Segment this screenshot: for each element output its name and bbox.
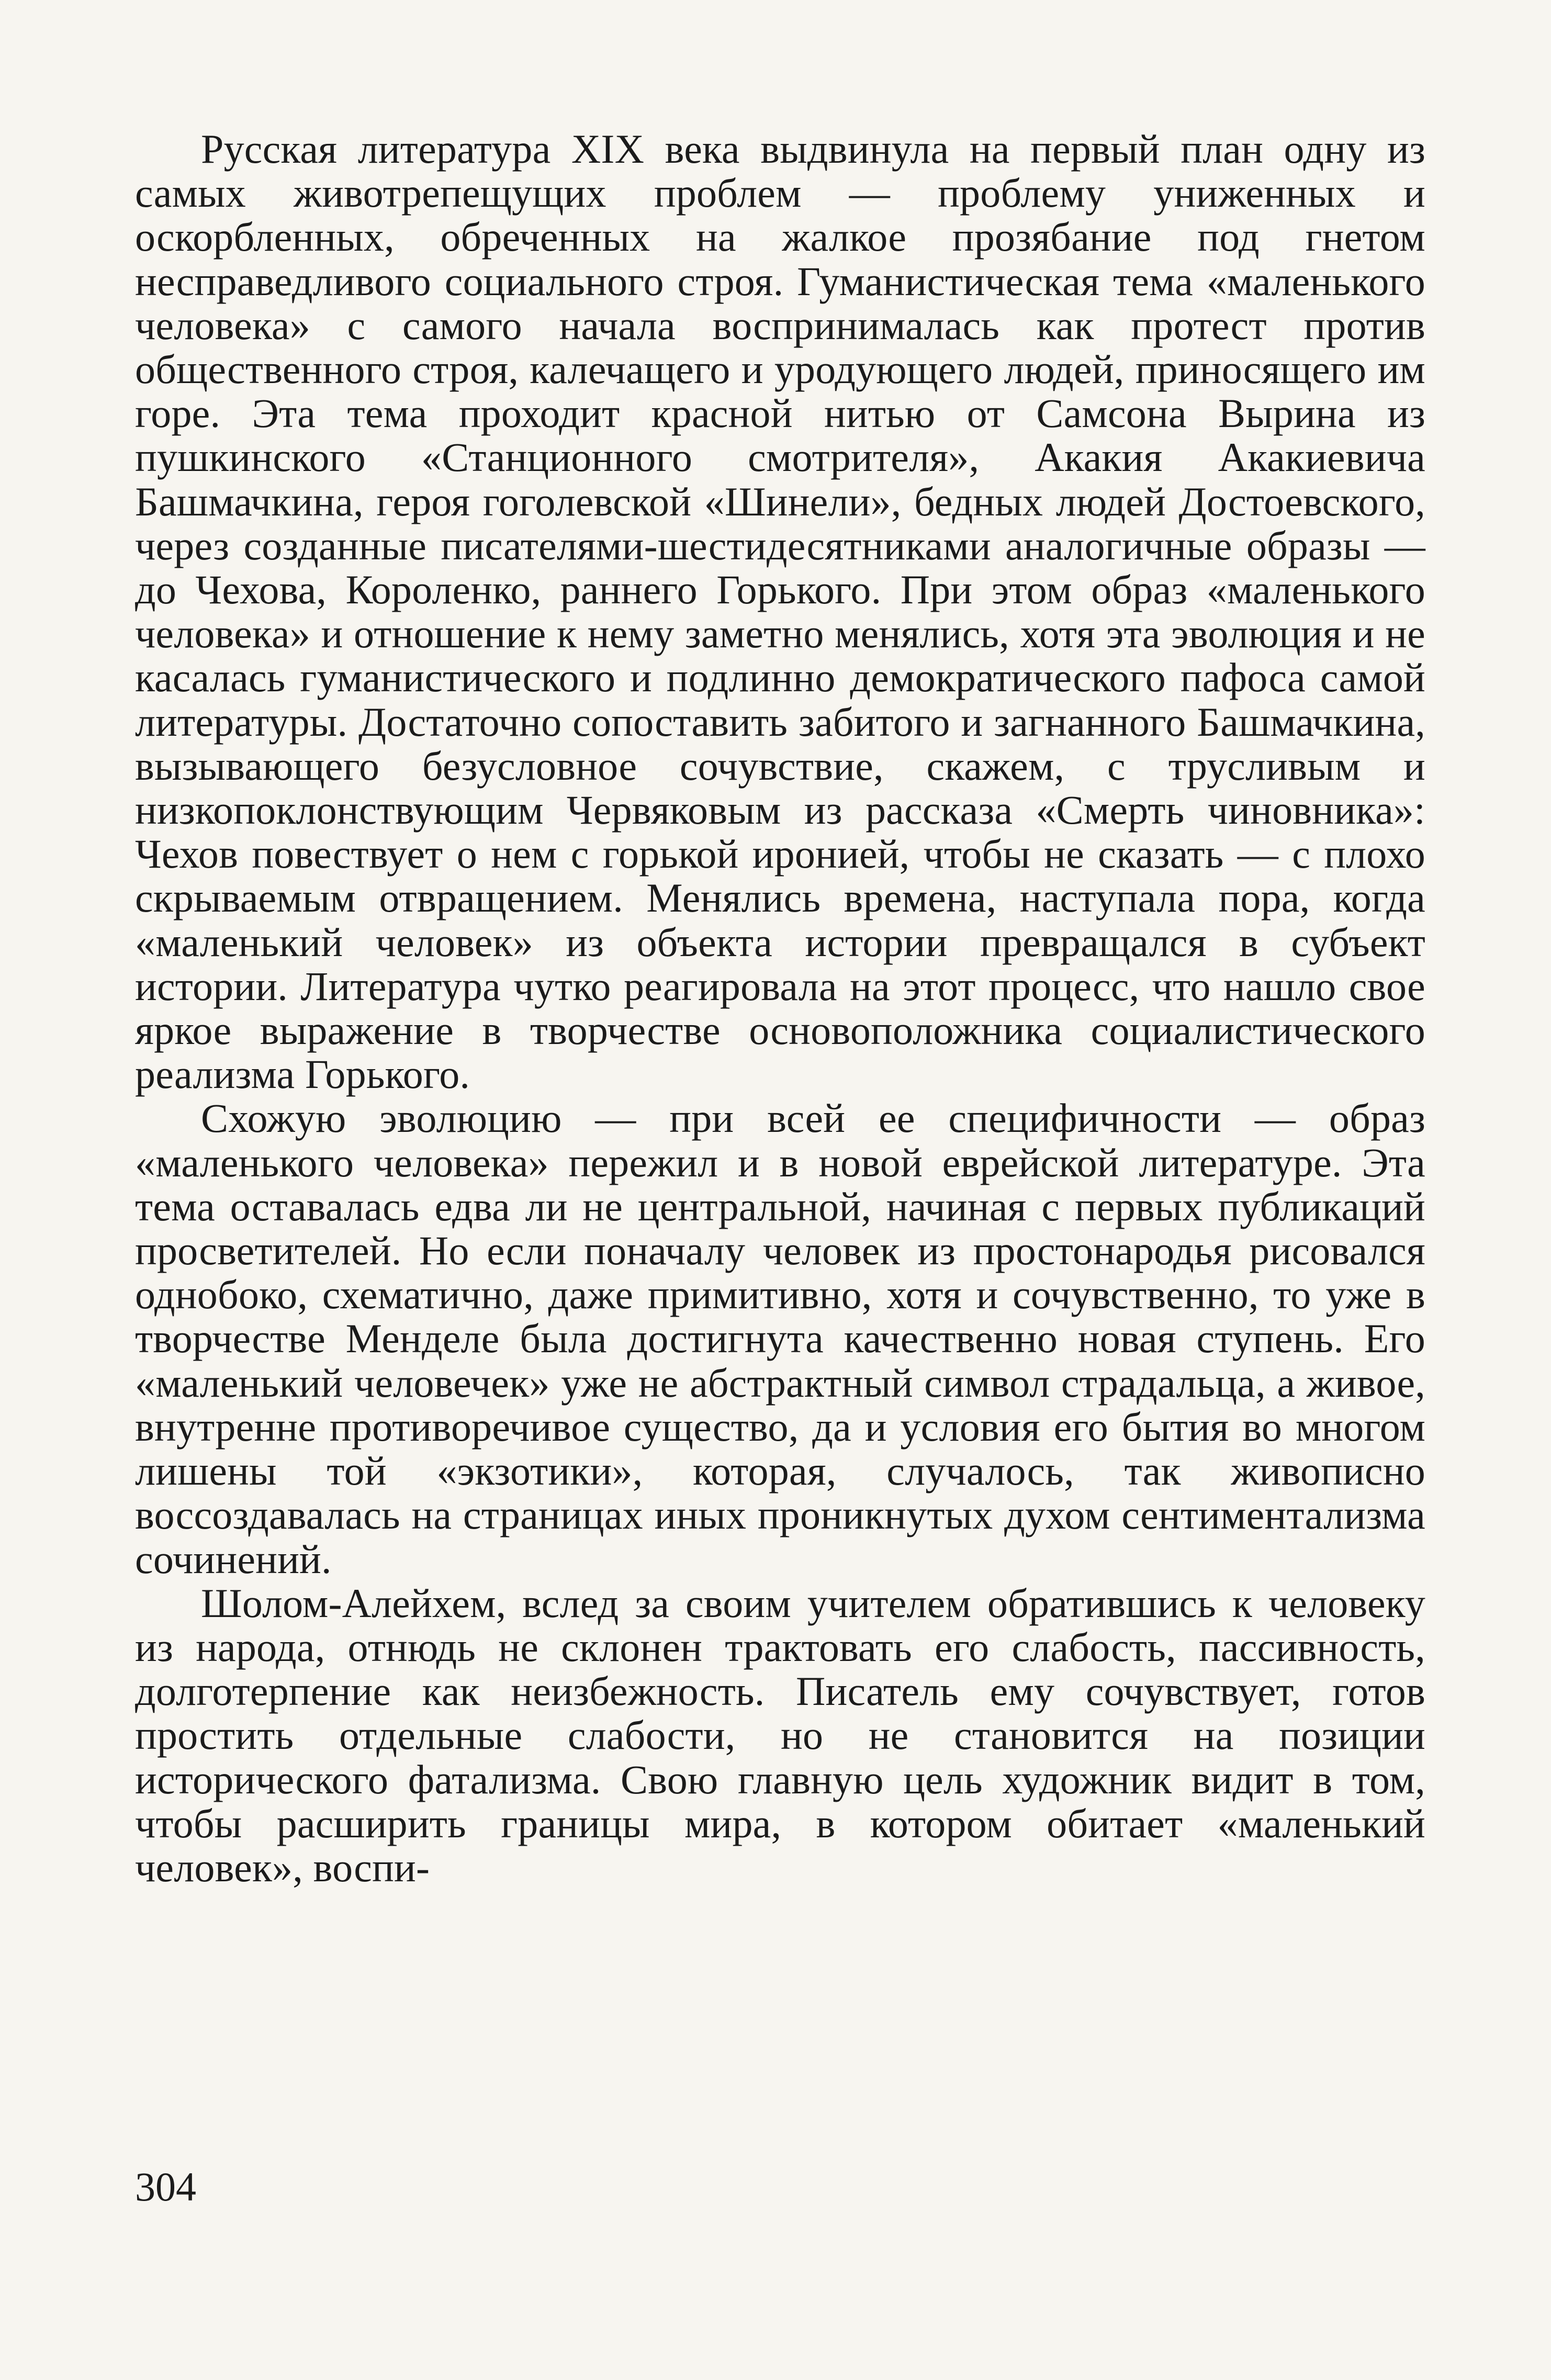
- paragraph-2: Схожую эволюцию — при всей ее специфичности — образ «маленького человека» пережил и в новой еврейской литературе. Эта тема оставалась едва ли не центральной, начиная с первых публикаций просветителей. Но если поначалу человек из простонародья рисовался однобоко, схематично, даже примитивно, хотя и сочувственно, то уже в творчестве Менделе была достигнута качественно новая ступень. Его «маленький человечек» уже не абстрактный символ страдальца, а живое, внутренне противоречивое существо, да и условия его бытия во многом лишены той «экзотики», которая, случалось, так живописно воссоздавалась на страницах иных проникнутых духом сентиментализма сочинений.: [135, 1095, 1425, 1582]
- paragraph-3: Шолом-Алейхем, вслед за своим учителем обратившись к человеку из народа, отнюдь не склонен трактовать его слабость, пассивность, долготерпение как неизбежность. Писатель ему сочувствует, готов простить отдельные слабости, но не становится на позиции исторического фатализма. Свою главную цель художник видит в том, чтобы расширить границы мира, в котором обитает «маленький человек», воспи-: [135, 1580, 1425, 1890]
- page-number: 304: [135, 2164, 196, 2209]
- paragraph-1: Русская литература XIX века выдвинула на первый план одну из самых животрепещущих проблем — проблему униженных и оскорбленных, обреченных на жалкое прозябание под гнетом несправедливого социального строя. Гуманистическая тема «маленького человека» с самого начала воспринималась как протест против общественного строя, калечащего и уродующего людей, приносящего им горе. Эта тема проходит красной нитью от Самсона Вырина из пушкинского «Станционного смотрителя», Акакия Акакиевича Башмачкина, героя гоголевской «Шинели», бедных людей Достоевского, через созданные писателями-шестидесятниками аналогичные образы — до Чехова, Короленко, раннего Горького. При этом образ «маленького человека» и отношение к нему заметно менялись, хотя эта эволюция и не касалась гуманистического и подлинно демократического пафоса самой литературы. Достаточно сопоставить забитого и загнанного Башмачкина, вызывающего безусловное сочувствие, скажем, с трусливым и низкопоклонствующим Червяковым из рассказа «Смерть чиновника»: Чехов повествует о нем с горькой иронией, чтобы не сказать — с плохо скрываемым отвращением. Менялись времена, наступала пора, когда «маленький человек» из объекта истории превращался в субъект истории. Литература чутко реагировала на этот процесс, что нашло свое яркое выражение в творчестве основоположника социалистического реализма Горького.: [135, 126, 1425, 1097]
- body-text: [135, 127, 1425, 1890]
